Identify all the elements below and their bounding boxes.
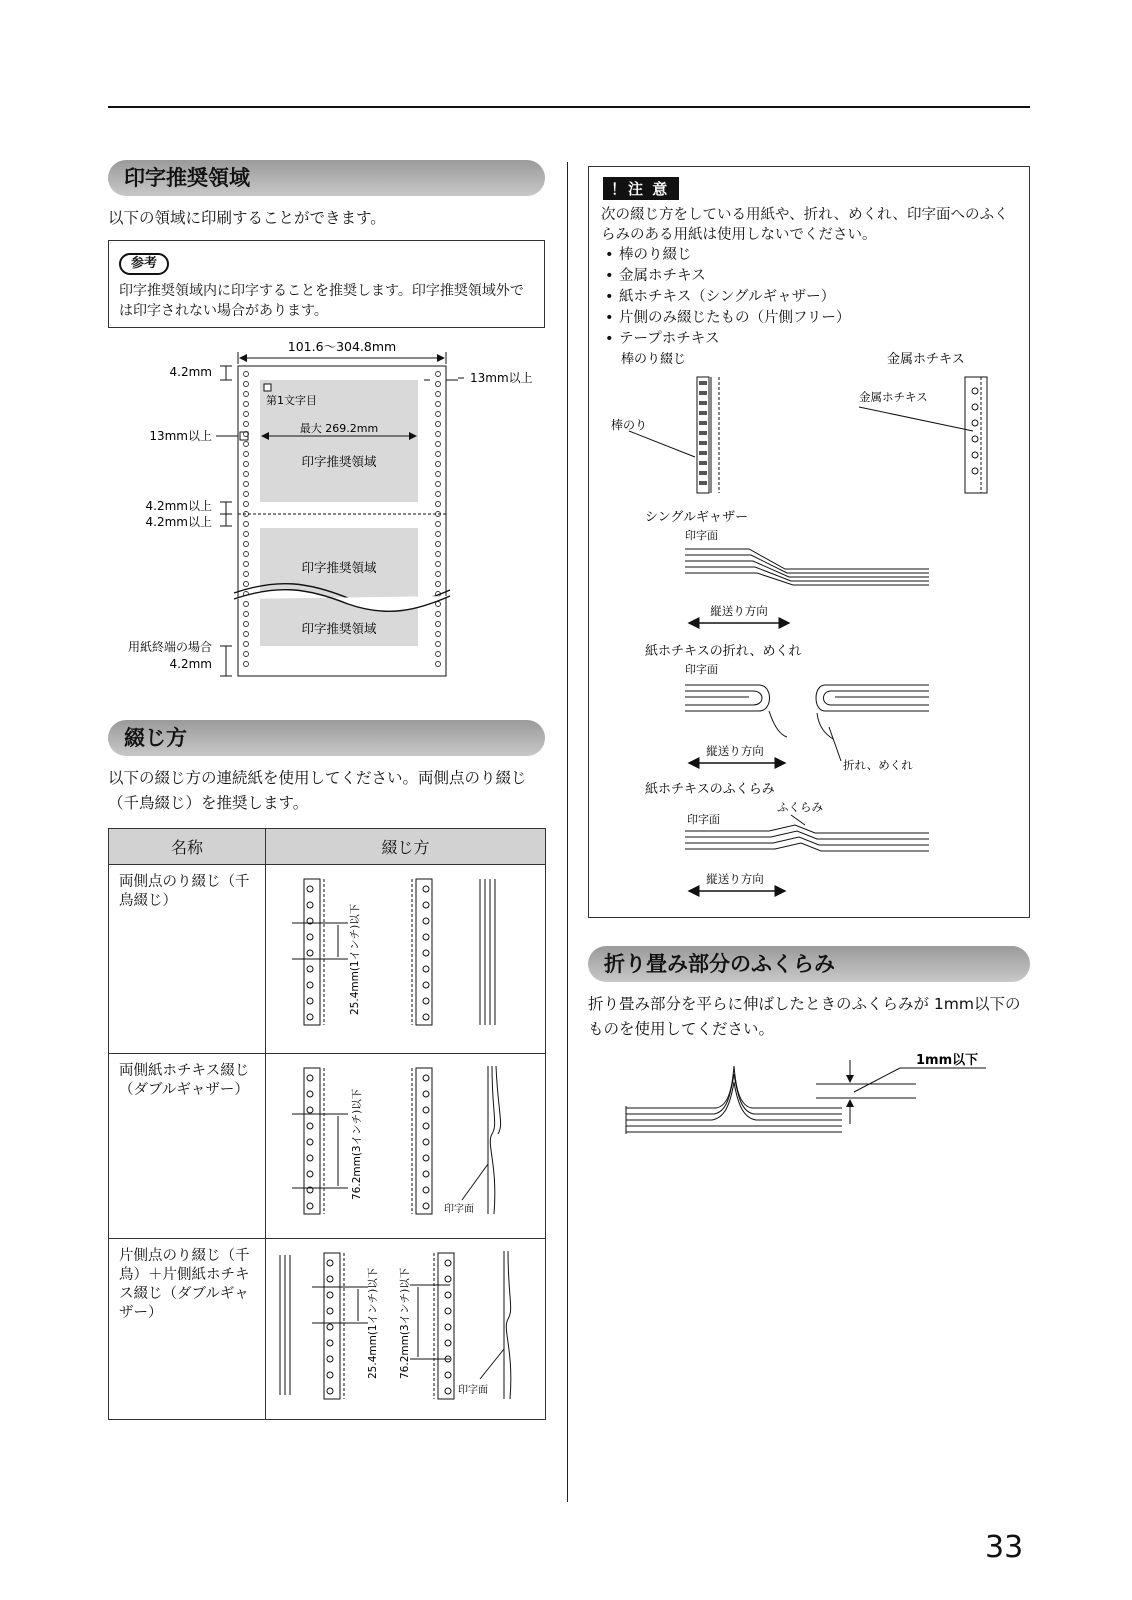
print-area-diagram — [108, 338, 548, 698]
fig-fold-title: 紙ホチキスの折れ、めくれ — [645, 644, 802, 659]
caution-figures — [589, 351, 1029, 911]
column-divider — [567, 162, 568, 1502]
dim-end-margin: 4.2mm — [169, 657, 212, 671]
caution-item: • 金属ホチキス — [595, 266, 850, 287]
row-name-1: 両側点のり綴じ（千鳥綴じ） — [109, 865, 266, 1054]
dim-perf-margin-1: 4.2mm以上 — [145, 499, 212, 513]
fig-bulge-title: 紙ホチキスのふくらみ — [645, 782, 775, 797]
reference-note-text: 印字推奨領域内に印字することを推奨します。印字推奨領域外では印字されない場合があります。 — [119, 283, 524, 319]
fig-fold-face: 印字面 — [685, 663, 718, 676]
row-name-3: 片側点のり綴じ（千鳥）＋片側紙ホチキス綴じ（ダブルギャザー） — [109, 1239, 266, 1420]
fig-single-face: 印字面 — [685, 529, 718, 542]
binding-intro: 以下の綴じ方の連続紙を使用してください。両側点のり綴じ（千鳥綴じ）を推奨します。 — [108, 769, 527, 812]
fig-double-dot-glue — [266, 865, 530, 1047]
fold-bulge-diagram — [620, 1050, 1020, 1160]
label-area-2: 印字推奨領域 — [301, 560, 377, 575]
dim-top-margin: 4.2mm — [169, 365, 212, 379]
fig-bulge-face: 印字面 — [687, 813, 720, 826]
caution-item: • 片側のみ綴じたもの（片側フリー） — [595, 308, 850, 329]
fig-double-gather — [266, 1054, 530, 1232]
face-row2: 印字面 — [444, 1204, 474, 1215]
page-number: 33 — [985, 1530, 1024, 1565]
fig-single-title: シングルギャザー — [645, 510, 749, 525]
caution-item: • テープホチキス — [595, 329, 850, 350]
binding-table — [108, 828, 546, 1420]
fig-glue-label: 棒のり — [611, 418, 648, 432]
dim2-row3: 76.2mm(3インチ)以下 — [399, 1267, 411, 1379]
fig-bulge-label: ふくらみ — [777, 800, 823, 814]
caution-item: • 紙ホチキス（シングルギャザー） — [595, 287, 850, 308]
top-rule — [108, 106, 1030, 108]
dim-row2: 76.2mm(3インチ)以下 — [351, 1088, 363, 1200]
fold-bulge-dim: 1mm以下 — [916, 1053, 979, 1068]
caution-item: • 棒のり綴じ — [595, 245, 850, 266]
row-name-2: 両側紙ホチキス綴じ（ダブルギャザー） — [109, 1054, 266, 1239]
caution-text: 次の綴じ方をしている用紙や、折れ、めくれ、印字面へのふくらみのある用紙は使用しないでください。 — [601, 207, 1009, 243]
recommended-area-intro: 以下の領域に印刷することができます。 — [108, 209, 386, 227]
label-area-3: 印字推奨領域 — [301, 621, 377, 636]
label-max-width: 最大 269.2mm — [299, 422, 379, 435]
label-paper-end: 用紙終端の場合 — [127, 640, 212, 654]
dim-left-margin: 13mm以上 — [149, 429, 212, 443]
dim-row3: 25.4mm(1インチ)以下 — [367, 1267, 379, 1379]
table-row — [109, 1239, 546, 1420]
table-row — [109, 1054, 546, 1239]
fold-bulge-text: 折り畳み部分を平らに伸ばしたときのふくらみが 1mm以下のものを使用してください。 — [588, 995, 1021, 1038]
col-header-name: 名称 — [109, 829, 266, 865]
fig-fold-label: 折れ、めくれ — [843, 758, 913, 772]
fig-mixed-binding — [266, 1239, 530, 1413]
label-area-1: 印字推奨領域 — [301, 454, 377, 469]
fig-metal-label: 金属ホチキス — [859, 390, 928, 404]
table-row — [109, 865, 546, 1054]
caution-title: ！注 意 — [603, 177, 679, 200]
reference-note — [108, 240, 545, 328]
dim-right-margin: 13mm以上 — [470, 371, 533, 385]
fig-fold-feed: 縦送り方向 — [706, 744, 764, 758]
section-title-binding: 綴じ方 — [108, 720, 545, 756]
fig-single-feed: 縦送り方向 — [710, 604, 768, 618]
fig-glue-title: 棒のり綴じ — [621, 352, 687, 367]
dim-perf-margin-2: 4.2mm以上 — [145, 515, 212, 529]
dim-row1: 25.4mm(1インチ)以下 — [349, 903, 361, 1015]
caution-box — [588, 166, 1030, 918]
section-title-fold-bulge: 折り畳み部分のふくらみ — [588, 946, 1030, 982]
label-first-char: 第1文字目 — [266, 394, 317, 407]
fig-metal-title: 金属ホチキス — [887, 352, 965, 367]
dim-width-range: 101.6～304.8mm — [287, 339, 397, 354]
face-row3: 印字面 — [458, 1385, 488, 1396]
caution-list — [595, 245, 850, 350]
section-title-recommended-area: 印字推奨領域 — [108, 160, 545, 196]
reference-badge: 参考 — [119, 253, 169, 275]
col-header-method: 綴じ方 — [266, 829, 546, 865]
fig-bulge-feed: 縦送り方向 — [706, 872, 764, 886]
